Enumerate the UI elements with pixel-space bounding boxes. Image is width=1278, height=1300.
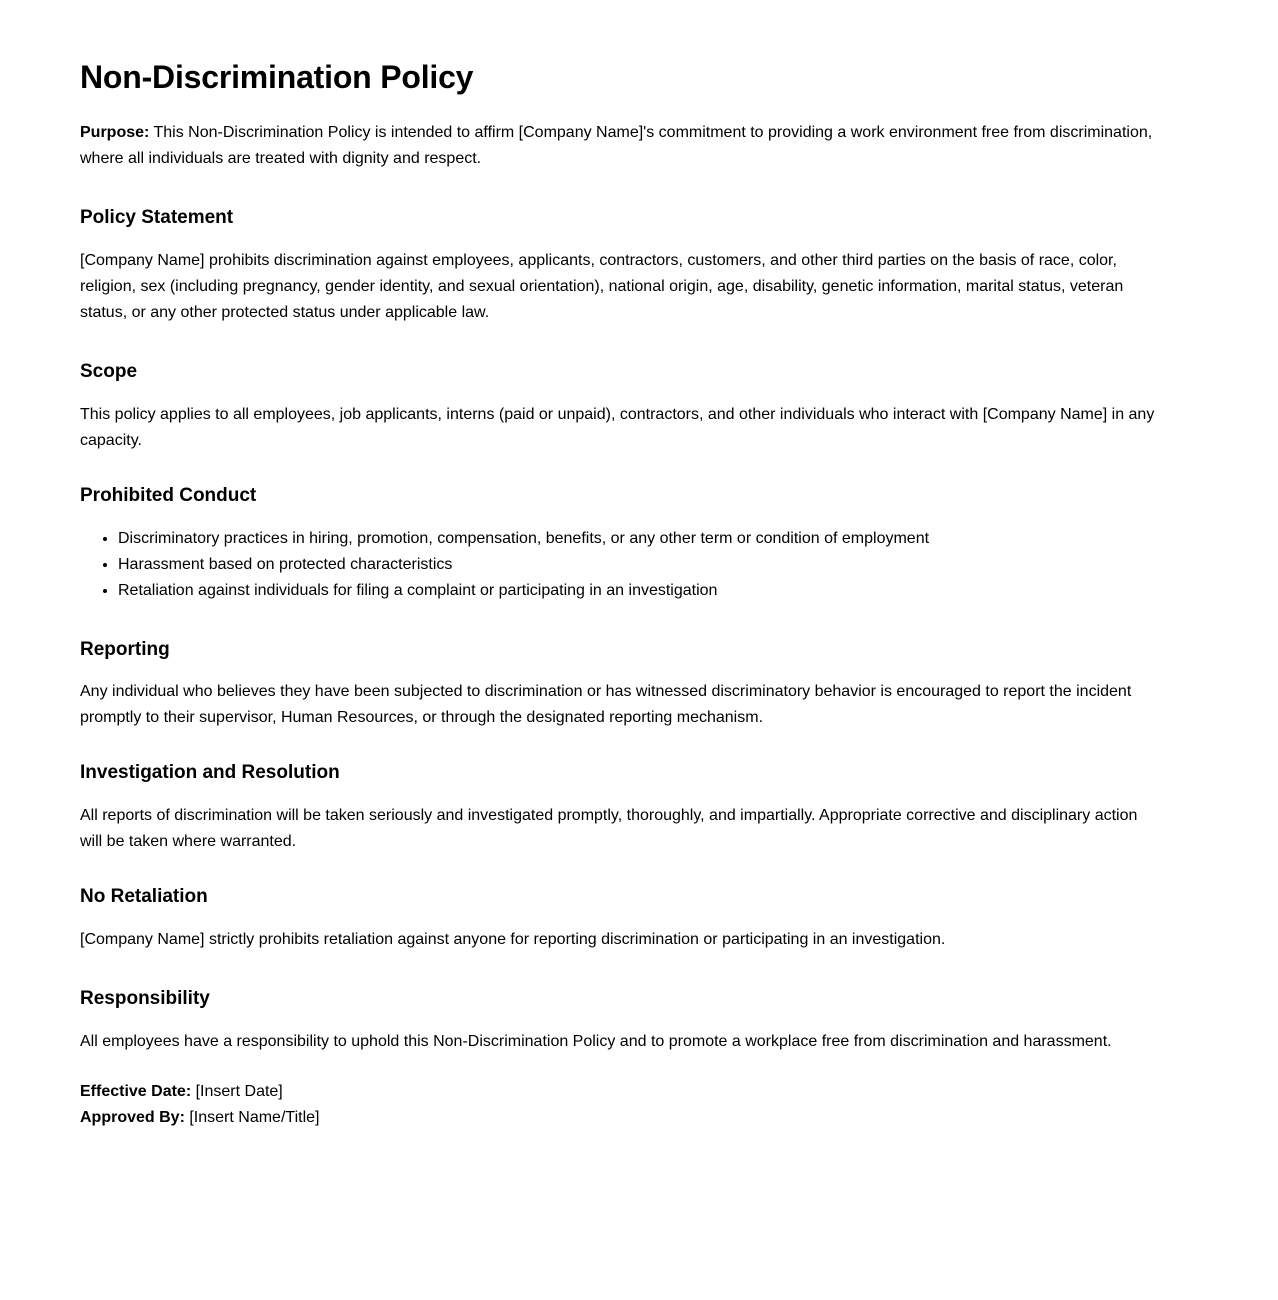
list-item: • Retaliation against individuals for filing a complaint or participating in an investigation (118, 578, 1198, 604)
section-body-investigation-and-resolution: All reports of discrimination will be taken seriously and investigated promptly, thoroughly, and impartially. Appropriate corrective and disciplinary action will be taken where warranted. (80, 807, 1138, 851)
purpose-paragraph (80, 120, 1162, 172)
section-body-reporting: Any individual who believes they have been subjected to discrimination or has witnessed discriminatory behavior is encouraged to report the incident promptly to their supervisor, Human Resources, or through the designated reporting mechanism. (80, 683, 1132, 727)
section-heading-no-retaliation: No Retaliation (80, 886, 208, 908)
section-heading-investigation-and-resolution: Investigation and Resolution (80, 762, 340, 784)
purpose-label: Purpose: (80, 124, 150, 142)
section-body-policy-statement: [Company Name] prohibits discrimination against employees, applicants, contractors, customers, and other third parties on the basis of race, color, religion, sex (including pregnancy, gender identity, and sexual orientation), national origin, age, disability, genetic information, marital status, veteran status, or any other protected status under applicable law. (80, 252, 1124, 322)
section-heading-policy-statement: Policy Statement (80, 207, 234, 229)
purpose-text: This Non-Discrimination Policy is intended to affirm [Company Name]'s commitment to providing a work environment free from discrimination, where all individuals are treated with dignity and respect. (80, 124, 1153, 168)
effective-date-label: Effective Date: (80, 1082, 192, 1100)
section-body-scope: This policy applies to all employees, job applicants, interns (paid or unpaid), contractors, and other individuals who interact with [Company Name] in any capacity. (80, 405, 1155, 449)
prohibited-conduct-list (80, 526, 1198, 604)
approved-by-label: Approved By: (80, 1108, 185, 1126)
section-heading-reporting: Reporting (80, 638, 170, 660)
effective-date-value: [Insert Date] (191, 1082, 283, 1100)
section-heading-scope: Scope (80, 361, 138, 383)
section-heading-responsibility: Responsibility (80, 987, 210, 1009)
approved-by-value: [Insert Name/Title] (184, 1108, 320, 1126)
section-heading-prohibited-conduct: Prohibited Conduct (80, 484, 257, 506)
section-body-responsibility: All employees have a responsibility to uphold this Non-Discrimination Policy and to promote a workplace free from discrimination and harassment. (80, 1032, 1112, 1050)
section-body-no-retaliation: [Company Name] strictly prohibits retaliation against anyone for reporting discrimination or participating in an investigation. (80, 930, 946, 948)
page-title: Non-Discrimination Policy (80, 59, 474, 95)
list-item: • Discriminatory practices in hiring, promotion, compensation, benefits, or any other term or condition of employment (118, 526, 1198, 552)
signoff-block (80, 1079, 1198, 1131)
list-item: • Harassment based on protected characteristics (118, 552, 1198, 578)
